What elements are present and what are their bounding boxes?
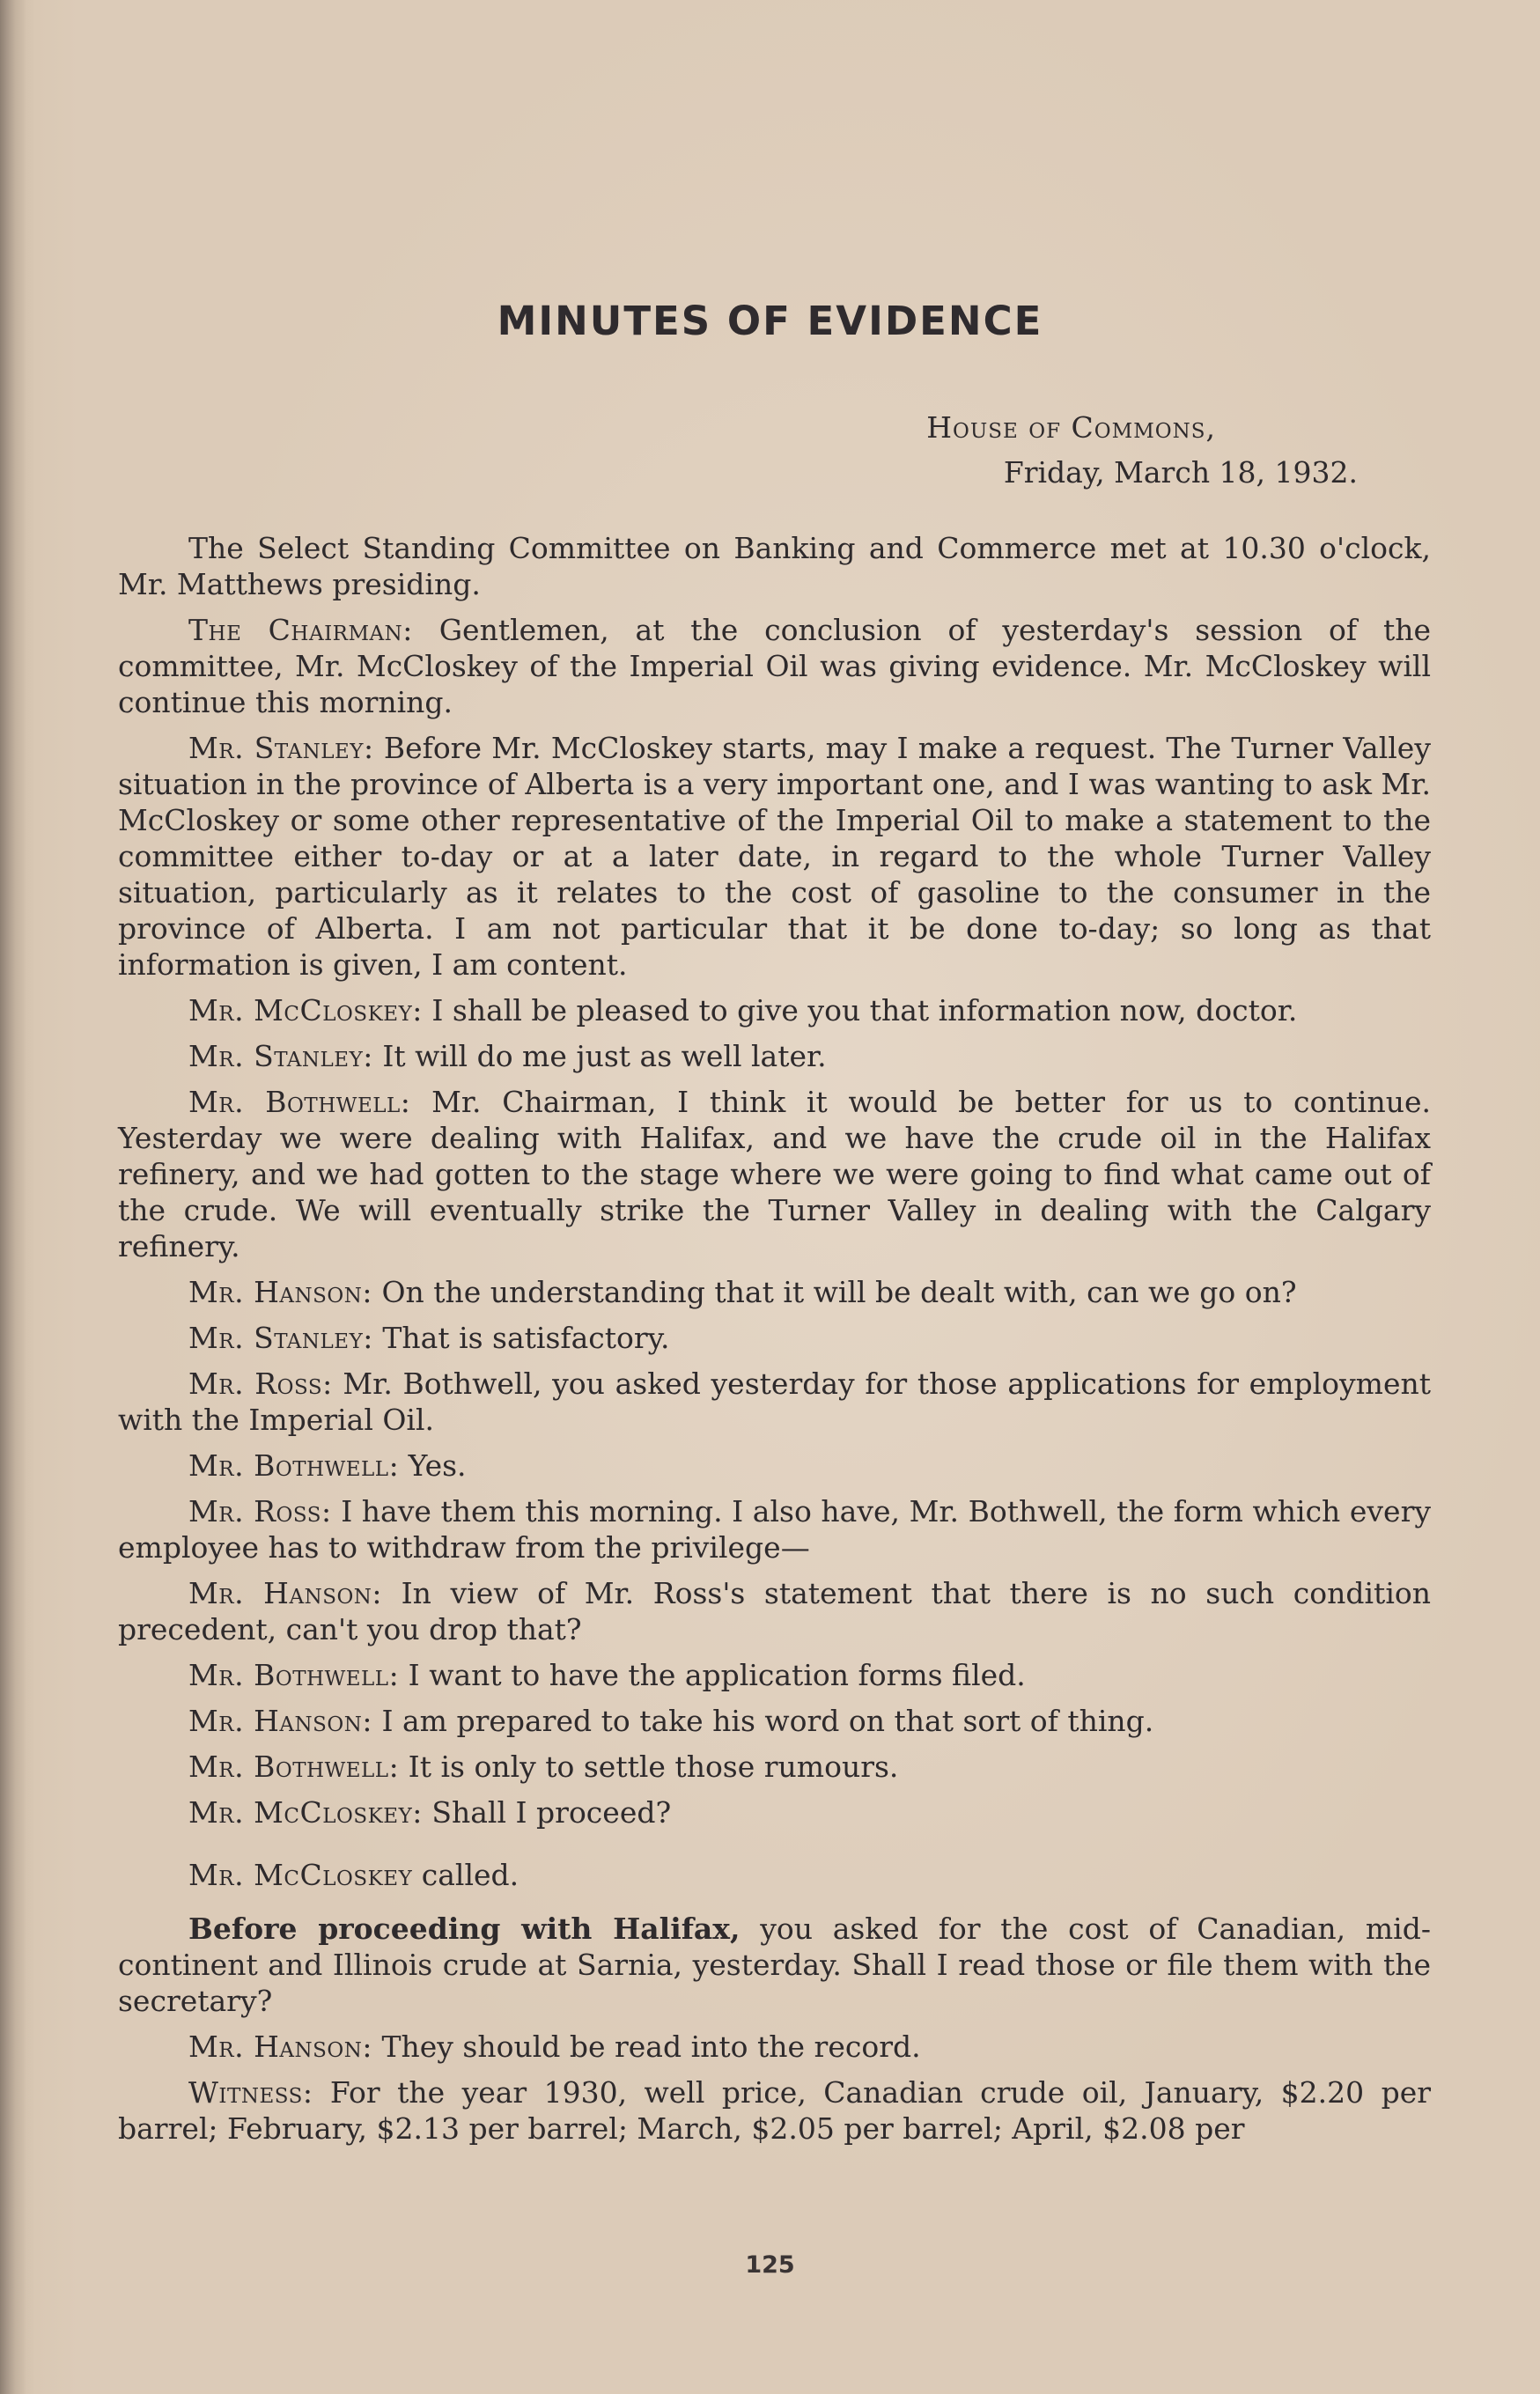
speaker-name: Witness:: [188, 2075, 313, 2110]
paragraph: Mr. Stanley: That is satisfactory.: [188, 1321, 670, 1355]
paragraph: Mr. Bothwell: I want to have the application forms filed.: [188, 1658, 1026, 1692]
speaker-name: Mr. Bothwell:: [188, 1658, 400, 1692]
paragraph: Mr. Bothwell: Mr. Chairman, I think it would be better for us to continue. Yesterday we were dealing with Halifax, and we have the crude oil in the Halifax refinery, and we had gotten to the stage where we were going to find what came out of the crude. We will eventually strike the Turner Valley in dealing with the Calgary refinery.: [118, 1085, 1431, 1263]
speaker-name: Mr. Hanson:: [188, 1275, 372, 1309]
paragraph: Mr. Hanson: They should be read into the record.: [188, 2029, 921, 2064]
speaker-name: Mr. Bothwell:: [188, 1749, 400, 1784]
paragraph: Mr. McCloskey: Shall I proceed?: [188, 1795, 672, 1830]
page-title: MINUTES OF EVIDENCE: [497, 298, 1043, 344]
speaker-name: Mr. Hanson:: [188, 2029, 372, 2064]
speaker-name: Mr. Stanley:: [188, 1039, 373, 1073]
page-binding-edge: [0, 0, 26, 2394]
minutes-body: [118, 530, 1431, 2156]
witness-called: Mr. McCloskey called.: [188, 1858, 519, 1892]
paragraph: The Select Standing Committee on Banking and Commerce met at 10.30 o'clock, Mr. Matthews presiding.: [118, 531, 1431, 601]
witness-statement: Before proceeding with Halifax, you asked for the cost of Canadian, mid-continent and Illinois crude at Sarnia, yesterday. Shall I read those or file them with the secretary?: [118, 1912, 1432, 2018]
speaker-name: Mr. Stanley:: [188, 1321, 373, 1355]
speaker-name: Mr. Hanson:: [188, 1704, 372, 1738]
paragraph: Mr. Stanley: Before Mr. McCloskey starts, may I make a request. The Turner Valley situation in the province of Alberta is a very important one, and I was wanting to ask Mr. McCloskey or some other representative of the Imperial Oil to make a statement to the committee either to-day or at a later date, in regard to the whole Turner Valley situation, particularly as it relates to the cost of gasoline to the consumer in the province of Alberta. I am not particular that it be done to-day; so long as that information is given, I am content.: [118, 731, 1431, 982]
paragraph: Witness: For the year 1930, well price, Canadian crude oil, January, $2.20 per barrel; February, $2.13 per barrel; March, $2.05 per barrel; April, $2.08 per: [118, 2075, 1431, 2146]
page-number: 125: [745, 2251, 795, 2279]
speaker-name: Mr. McCloskey:: [188, 1795, 423, 1830]
paragraph: Mr. Bothwell: Yes.: [188, 1448, 467, 1483]
speaker-name: Mr. Bothwell:: [188, 1448, 400, 1483]
paragraph: Mr. Ross: Mr. Bothwell, you asked yesterday for those applications for employment with the Imperial Oil.: [118, 1366, 1432, 1437]
paragraph: Mr. McCloskey: I shall be pleased to give you that information now, doctor.: [188, 993, 1298, 1028]
speaker-name: Mr. McCloskey:: [188, 993, 423, 1028]
paragraph: Mr. Ross: I have them this morning. I also have, Mr. Bothwell, the form which every employee has to withdraw from the privilege—: [118, 1494, 1431, 1565]
paragraph: Mr. Hanson: I am prepared to take his word on that sort of thing.: [188, 1704, 1154, 1738]
paragraph: Mr. Hanson: On the understanding that it will be dealt with, can we go on?: [188, 1275, 1297, 1309]
speaker-name: Mr. Hanson:: [188, 1576, 383, 1610]
dateline-date: Friday, March 18, 1932.: [1003, 455, 1358, 490]
speaker-name: The Chairman:: [188, 613, 413, 647]
speaker-name: Mr. Ross:: [188, 1494, 332, 1528]
dateline-house: House of Commons,: [926, 410, 1216, 445]
paragraph: Mr. Stanley: It will do me just as well later.: [188, 1039, 827, 1073]
paragraph: Mr. Hanson: In view of Mr. Ross's statement that there is no such condition precedent, can't you drop that?: [118, 1576, 1431, 1646]
paragraph: The Chairman: Gentlemen, at the conclusion of yesterday's session of the committee, Mr. McCloskey of the Imperial Oil was giving evidence. Mr. McCloskey will continue this morning.: [118, 613, 1431, 719]
speaker-name: Mr. Stanley:: [188, 731, 374, 765]
witness-name: Mr. McCloskey: [188, 1858, 413, 1892]
speaker-name: Mr. Ross:: [188, 1366, 333, 1401]
paragraph: Mr. Bothwell: It is only to settle those rumours.: [188, 1749, 899, 1784]
speaker-name: Mr. Bothwell:: [188, 1085, 411, 1119]
